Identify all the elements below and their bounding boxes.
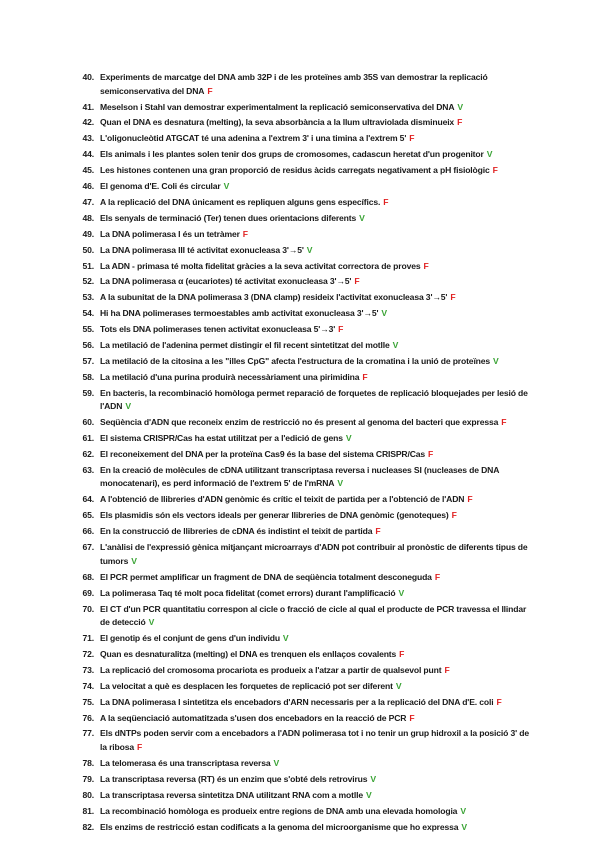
- question-text: [100, 71, 534, 98]
- question-text: [100, 712, 534, 726]
- answer-true-mark: V: [365, 789, 372, 800]
- question-number: 56.: [82, 339, 94, 350]
- question-text: [100, 464, 534, 491]
- question-statement: Els plasmidis són els vectors ideals per generar llibreries de DNA genòmic (genoteques): [100, 510, 449, 521]
- question-text: [100, 244, 534, 258]
- question-text: [100, 101, 534, 115]
- answer-false-mark: F: [467, 494, 473, 505]
- question-item: [74, 757, 534, 771]
- answer-false-mark: F: [399, 649, 405, 660]
- question-text: [100, 355, 534, 369]
- question-text: [100, 260, 534, 274]
- question-statement: Quan es desnaturalitza (melting) el DNA es trenquen els enllaços covalents: [100, 649, 397, 660]
- question-statement: A l'obtenció de llibreries d'ADN genòmic és crític el teixit de partida per a l'obtenció de l'ADN: [100, 494, 465, 505]
- question-item: [74, 648, 534, 662]
- question-statement: La polimerasa Taq té molt poca fidelitat (comet errors) durant l'amplificació: [100, 587, 396, 598]
- question-item: [74, 164, 534, 178]
- question-statement: Experiments de marcatge del DNA amb 32P i de les proteïnes amb 35S van demostrar la replicació semiconservativa del DNA: [100, 72, 488, 96]
- question-number: 52.: [82, 276, 94, 287]
- question-statement: A la replicació del DNA únicament es repliquen alguns gens específics.: [100, 196, 381, 207]
- question-text: [100, 587, 534, 601]
- answer-false-mark: F: [354, 276, 360, 287]
- question-number: 78.: [82, 758, 94, 769]
- question-text: [100, 291, 534, 305]
- question-number: 45.: [82, 165, 94, 176]
- question-statement: Seqüència d'ADN que reconeix enzim de restricció no és present al genoma del bacteri que expressa: [100, 417, 499, 428]
- answer-true-mark: V: [398, 587, 405, 598]
- question-item: [74, 307, 534, 321]
- question-statement: La recombinació homòloga es produeix entre regions de DNA amb una elevada homologia: [100, 805, 458, 816]
- question-item: [74, 339, 534, 353]
- question-item: [74, 416, 534, 430]
- question-number: 59.: [82, 387, 94, 398]
- question-number: 76.: [82, 712, 94, 723]
- question-text: [100, 228, 534, 242]
- question-text: [100, 148, 534, 162]
- answer-true-mark: V: [223, 181, 230, 192]
- question-number: 82.: [82, 821, 94, 832]
- question-item: [74, 789, 534, 803]
- answer-false-mark: F: [434, 571, 440, 582]
- question-item: [74, 509, 534, 523]
- answer-true-mark: V: [457, 101, 463, 112]
- question-text: [100, 727, 534, 754]
- question-statement: Els senyals de terminació (Ter) tenen dues orientacions diferents: [100, 212, 357, 223]
- question-text: [100, 493, 534, 507]
- answer-true-mark: V: [345, 433, 352, 444]
- answer-false-mark: F: [496, 696, 502, 707]
- answer-true-mark: V: [395, 680, 402, 691]
- answer-true-mark: V: [392, 339, 399, 350]
- question-text: [100, 307, 534, 321]
- question-item: [74, 680, 534, 694]
- question-item: [74, 571, 534, 585]
- question-text: [100, 541, 534, 568]
- question-number: 69.: [82, 587, 94, 598]
- question-item: [74, 291, 534, 305]
- question-text: [100, 603, 534, 630]
- question-number: 62.: [82, 449, 94, 459]
- question-statement: A la subunitat de la DNA polimerasa 3 (DNA clamp) resideix l'activitat exonucleasa 3'→5': [100, 292, 448, 303]
- question-item: [74, 244, 534, 258]
- question-text: [100, 164, 534, 178]
- question-statement: La DNA polimerasa I és un tetràmer: [100, 228, 240, 239]
- question-item: [74, 493, 534, 507]
- question-item: [74, 696, 534, 710]
- question-number: 55.: [82, 324, 94, 335]
- question-statement: El CT d'un PCR quantitatiu correspon al cicle o fracció de cicle al qual el producte de PCR travessa el llindar de detecció: [100, 603, 527, 628]
- question-text: [100, 648, 534, 662]
- question-number: 57.: [82, 355, 94, 366]
- question-number: 65.: [82, 510, 94, 521]
- question-item: [74, 132, 534, 146]
- question-number: 47.: [82, 196, 94, 207]
- question-item: [74, 632, 534, 646]
- question-statement: Quan el DNA es desnatura (melting), la seva absorbància a la llum ultraviolada disminueix: [100, 117, 455, 128]
- question-number: 73.: [82, 664, 94, 675]
- question-statement: En la creació de molècules de cDNA utilitzant transcriptasa reversa i nucleases SI (nucleases de DNA monocatenari), es perd informació de l'extrem 5' de l'mRNA: [100, 464, 499, 489]
- answer-false-mark: F: [375, 526, 381, 537]
- question-text: [100, 275, 534, 289]
- answer-false-mark: F: [409, 133, 415, 144]
- question-item: [74, 773, 534, 787]
- question-item: [74, 432, 534, 446]
- answer-true-mark: V: [486, 149, 493, 160]
- answer-false-mark: F: [450, 292, 456, 303]
- question-number: 42.: [82, 117, 94, 128]
- question-text: [100, 212, 534, 226]
- answer-true-mark: V: [125, 401, 131, 412]
- question-number: 54.: [82, 308, 94, 319]
- question-statement: La ADN - primasa té molta fidelitat gràcies a la seva activitat correctora de proves: [100, 260, 421, 271]
- question-text: [100, 680, 534, 694]
- question-text: [100, 432, 534, 446]
- question-text: [100, 116, 534, 130]
- question-item: [74, 323, 534, 337]
- question-statement: La velocitat a què es desplacen les forquetes de replicació pot ser diferent: [100, 680, 393, 691]
- answer-false-mark: F: [242, 228, 248, 239]
- question-item: [74, 727, 534, 754]
- question-number: 74.: [82, 680, 94, 691]
- question-text: [100, 196, 534, 210]
- answer-false-mark: F: [423, 260, 429, 271]
- question-statement: La DNA polimerasa α (eucariotes) té activitat exonucleasa 3'→5': [100, 276, 352, 287]
- question-statement: Tots els DNA polimerases tenen activitat exonucleasa 5'→3': [100, 324, 336, 335]
- question-number: 72.: [82, 649, 94, 660]
- question-number: 71.: [82, 633, 94, 644]
- question-statement: Hi ha DNA polimerases termoestables amb activitat exonucleasa 3'→5': [100, 308, 379, 319]
- question-statement: El sistema CRISPR/Cas ha estat utilitzat per a l'edició de gens: [100, 433, 343, 444]
- question-item: [74, 148, 534, 162]
- question-text: [100, 323, 534, 337]
- question-number: 53.: [82, 292, 94, 303]
- question-item: [74, 464, 534, 491]
- answer-false-mark: F: [451, 510, 457, 521]
- question-statement: Els animals i les plantes solen tenir dos grups de cromosomes, cadascun heretat d'un progenitor: [100, 149, 484, 160]
- question-item: [74, 371, 534, 385]
- question-item: [74, 212, 534, 226]
- answer-false-mark: F: [457, 117, 463, 128]
- question-number: 64.: [82, 494, 94, 505]
- question-text: [100, 525, 534, 539]
- question-item: [74, 541, 534, 568]
- question-text: [100, 509, 534, 523]
- answer-true-mark: V: [370, 773, 377, 784]
- question-item: [74, 805, 534, 819]
- question-number: 81.: [82, 805, 94, 816]
- question-text: [100, 773, 534, 787]
- question-statement: El genotip és el conjunt de gens d'un individu: [100, 633, 280, 644]
- answer-false-mark: F: [492, 165, 498, 176]
- question-item: [74, 228, 534, 242]
- question-statement: En la construcció de llibreries de cDNA és indistint el teixit de partida: [100, 526, 373, 537]
- question-item: [74, 664, 534, 678]
- answer-true-mark: V: [493, 355, 499, 366]
- question-statement: L'anàlisi de l'expressió gènica mitjançant microarrays d'ADN pot contribuir al pronòstic de diferents tipus de tumors: [100, 542, 528, 566]
- question-number: 68.: [82, 571, 94, 582]
- question-text: [100, 757, 534, 771]
- question-item: [74, 587, 534, 601]
- question-text: [100, 805, 534, 819]
- question-text: [100, 448, 534, 462]
- question-number: 75.: [82, 696, 94, 707]
- answer-false-mark: F: [501, 417, 507, 428]
- question-item: [74, 821, 534, 835]
- question-statement: Els dNTPs poden servir com a encebadors a l'ADN polimerasa tot i no tenir un grup hidroxil a la posició 3' de la ribosa: [100, 728, 529, 752]
- question-statement: La metilació d'una purina produirà necessàriament una pirimidina: [100, 371, 360, 382]
- question-number: 41.: [82, 101, 94, 112]
- question-item: [74, 260, 534, 274]
- answer-false-mark: F: [137, 741, 143, 752]
- question-number: 49.: [82, 228, 94, 239]
- question-number: 58.: [82, 371, 94, 382]
- answer-false-mark: F: [338, 324, 344, 335]
- question-number: 67.: [82, 542, 94, 553]
- question-text: [100, 821, 534, 835]
- answer-false-mark: F: [207, 85, 213, 96]
- question-statement: El reconeixement del DNA per la proteïna Cas9 és la base del sistema CRISPR/Cas: [100, 449, 426, 459]
- answer-true-mark: V: [148, 617, 155, 628]
- question-item: [74, 603, 534, 630]
- answer-false-mark: F: [444, 664, 450, 675]
- question-item: [74, 712, 534, 726]
- answer-true-mark: V: [306, 244, 313, 255]
- question-item: [74, 387, 534, 414]
- question-statement: Els enzims de restricció estan codificats a la genoma del microorganisme que ho expressa: [100, 821, 459, 832]
- question-text: [100, 416, 534, 430]
- question-number: 43.: [82, 133, 94, 144]
- question-text: [100, 789, 534, 803]
- question-number: 44.: [82, 149, 94, 160]
- question-text: [100, 132, 534, 146]
- question-text: [100, 571, 534, 585]
- question-statement: Les histones contenen una gran proporció de residus àcids carregats negativament a pH fisiològic: [100, 165, 490, 176]
- question-item: [74, 525, 534, 539]
- question-statement: En bacteris, la recombinació homòloga permet reparació de forquetes de replicació bloquejades per lesió de l'ADN: [100, 387, 528, 412]
- question-item: [74, 180, 534, 194]
- answer-true-mark: V: [359, 212, 365, 223]
- question-number: 48.: [82, 212, 94, 223]
- question-text: [100, 696, 534, 710]
- question-text: [100, 339, 534, 353]
- question-text: [100, 632, 534, 646]
- question-number: 79.: [82, 773, 94, 784]
- question-text: [100, 387, 534, 414]
- question-number: 46.: [82, 181, 94, 192]
- answer-true-mark: V: [461, 821, 467, 832]
- question-text: [100, 180, 534, 194]
- question-statement: La transcriptasa reversa (RT) és un enzim que s'obté dels retrovirus: [100, 773, 368, 784]
- question-number: 50.: [82, 244, 94, 255]
- question-number: 66.: [82, 526, 94, 537]
- question-item: [74, 71, 534, 98]
- question-item: [74, 116, 534, 130]
- question-text: [100, 664, 534, 678]
- question-item: [74, 196, 534, 210]
- answer-true-mark: V: [282, 633, 289, 644]
- question-statement: Meselson i Stahl van demostrar experimentalment la replicació semiconservativa del DNA: [100, 101, 455, 112]
- question-number: 40.: [82, 72, 94, 82]
- question-item: [74, 275, 534, 289]
- question-number: 63.: [82, 464, 94, 475]
- answer-true-mark: V: [381, 308, 387, 319]
- question-item: [74, 448, 534, 462]
- question-number: 70.: [82, 603, 94, 614]
- answer-false-mark: F: [362, 371, 368, 382]
- question-statement: La replicació del cromosoma procariota es produeix a l'atzar a partir de qualsevol punt: [100, 664, 442, 675]
- answer-true-mark: V: [273, 758, 280, 769]
- answer-true-mark: V: [460, 805, 466, 816]
- question-statement: La metilació de l'adenina permet distingir el fil recent sintetitzat del motlle: [100, 339, 390, 350]
- question-number: 51.: [82, 260, 94, 271]
- answer-false-mark: F: [409, 712, 415, 723]
- question-number: 61.: [82, 433, 94, 444]
- question-statement: La DNA polimerasa III té activitat exonucleasa 3'→5': [100, 244, 304, 255]
- answer-true-mark: V: [131, 555, 137, 566]
- question-statement: La metilació de la citosina a les "illes CpG" afecta l'estructura de la cromatina i la unió de proteïnes: [100, 355, 491, 366]
- answer-false-mark: F: [383, 196, 389, 207]
- question-statement: El PCR permet amplificar un fragment de DNA de seqüència totalment desconeguda: [100, 571, 432, 582]
- question-statement: L'oligonucleòtid ATGCAT té una adenina a l'extrem 3' i una timina a l'extrem 5': [100, 133, 407, 144]
- question-item: [74, 355, 534, 369]
- question-statement: La telomerasa és una transcriptasa reversa: [100, 758, 271, 769]
- question-number: 60.: [82, 417, 94, 428]
- answer-false-mark: F: [428, 449, 434, 459]
- question-list: [74, 71, 534, 837]
- question-statement: El genoma d'E. Coli és circular: [100, 181, 221, 192]
- question-text: [100, 371, 534, 385]
- question-number: 80.: [82, 789, 94, 800]
- question-statement: La transcriptasa reversa sintetitza DNA utilitzant RNA com a motlle: [100, 789, 363, 800]
- question-number: 77.: [82, 728, 94, 739]
- question-statement: La DNA polimerasa I sintetitza els encebadors d'ARN necessaris per a la replicació del DNA d'E. coli: [100, 696, 494, 707]
- question-item: [74, 101, 534, 115]
- answer-true-mark: V: [337, 478, 343, 489]
- question-statement: A la seqüenciació automatitzada s'usen dos encebadors en la reacció de PCR: [100, 712, 407, 723]
